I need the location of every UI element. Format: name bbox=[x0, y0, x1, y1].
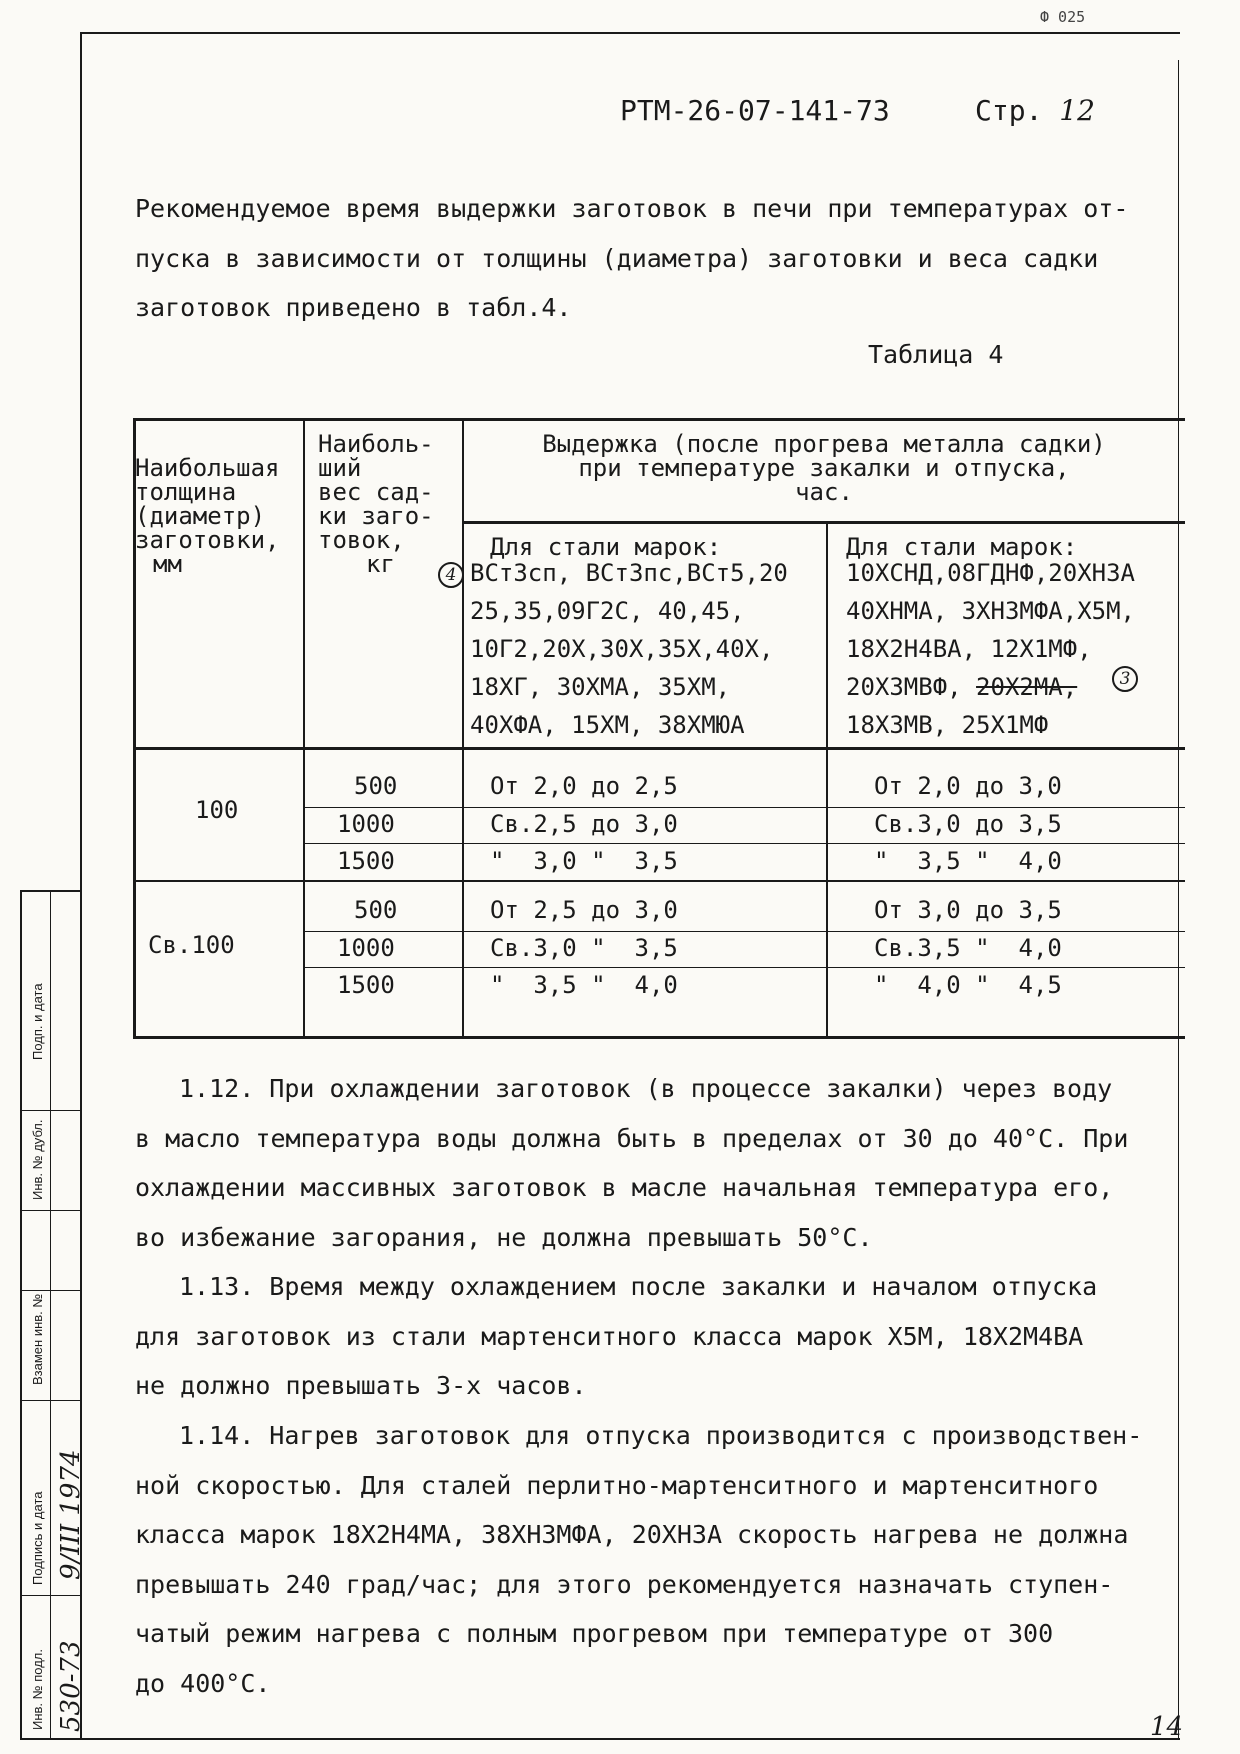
steel-grade-line: 18Х3МВ, 25Х1МФ bbox=[846, 711, 1049, 739]
header-holding-line: Выдержка (после прогрева металла садки) bbox=[542, 432, 1106, 458]
weight-cell: 500 bbox=[354, 773, 398, 800]
steel-grade-line: 10ХСНД,08ГДНФ,20ХН3А bbox=[846, 559, 1135, 587]
steel-grade-line: 10Г2,20Х,30Х,35Х,40Х, bbox=[470, 635, 774, 663]
header-thickness-line: заготовки, bbox=[135, 526, 280, 554]
stamp-divider bbox=[20, 1595, 80, 1596]
label-signature-date: Подпись и дата bbox=[30, 1491, 45, 1585]
document-code: РТМ-26-07-141-73 bbox=[620, 94, 890, 127]
table-header-bottom bbox=[133, 747, 1185, 750]
header-weight-line: товок, bbox=[318, 526, 405, 554]
header-thickness-line: (диаметр) bbox=[135, 502, 266, 530]
steel-grade-line: 18Х2Н4ВА, 12Х1МФ, bbox=[846, 635, 1092, 663]
section-1-12 bbox=[135, 1064, 1128, 1262]
time-cell: От 2,5 до 3,0 bbox=[490, 897, 678, 924]
section-1-14 bbox=[135, 1411, 1142, 1708]
section-line: 1.12. При охлаждении заготовок (в процессе закалки) через воду bbox=[179, 1074, 1113, 1103]
label-replace-inv: Взамен инв. № bbox=[30, 1293, 45, 1385]
weight-cell: 1500 bbox=[337, 972, 395, 999]
thickness-cell: Св.100 bbox=[148, 932, 235, 959]
section-line: ной скоростью. Для сталей перлитно-мартенситного и мартенситного bbox=[135, 1470, 1099, 1500]
section-line: в масло температура воды должна быть в пределах от 30 до 40°С. При bbox=[135, 1123, 1129, 1153]
time-cell: " 3,5 " 4,0 bbox=[874, 848, 1062, 875]
intro-line: Рекомендуемое время выдержки заготовок в печи при температурах от- bbox=[135, 194, 1129, 223]
section-line: класса марок 18Х2Н4МА, 38ХН3МФА, 20ХН3А скорость нагрева не должна bbox=[135, 1520, 1129, 1549]
table-group-line bbox=[133, 880, 1185, 882]
stamp-middle-line bbox=[50, 890, 51, 1740]
steel-grade-line: 40ХНМА, 3ХН3МФА,Х5М, bbox=[846, 597, 1135, 625]
section-line: не должно превышать 3-х часов. bbox=[135, 1371, 587, 1400]
header-holding-line: час. bbox=[795, 478, 853, 504]
section-1-13 bbox=[135, 1262, 1097, 1411]
top-frame-line bbox=[80, 32, 1180, 34]
header-weight-line: кг bbox=[366, 550, 395, 576]
steel-grade-text: 20Х3МВФ, bbox=[846, 673, 962, 701]
steel-group-a bbox=[470, 554, 824, 744]
table-col-line bbox=[303, 418, 305, 1038]
form-code: Ф 025 bbox=[1040, 8, 1086, 26]
marker-4: 4 bbox=[438, 562, 464, 588]
section-line: 1.13. Время между охлаждением после закалки и началом отпуска bbox=[179, 1272, 1098, 1301]
section-line: 1.14. Нагрев заготовок для отпуска производится с производствен- bbox=[179, 1421, 1143, 1450]
steel-grade-line: 40ХФА, 15ХМ, 38ХМЮА bbox=[470, 711, 745, 739]
table-caption: Таблица 4 bbox=[868, 340, 1004, 369]
time-cell: От 3,0 до 3,5 bbox=[874, 897, 1062, 924]
table-row-line bbox=[305, 807, 1185, 808]
handwritten-inv-number: 530-73 bbox=[56, 1640, 86, 1732]
table-bottom-border bbox=[133, 1036, 1185, 1039]
struck-steel-grade: 20Х2МА, bbox=[976, 673, 1078, 701]
time-cell: Св.3,5 " 4,0 bbox=[874, 935, 1062, 962]
time-cell: От 2,0 до 3,0 bbox=[874, 773, 1062, 800]
table-subheader-line bbox=[463, 521, 1185, 524]
section-line: чатый режим нагрева с полным прогревом при температуре от 300 bbox=[135, 1619, 1054, 1648]
time-cell: Св.2,5 до 3,0 bbox=[490, 811, 678, 838]
header-thickness bbox=[135, 456, 301, 576]
steel-group-a-title-text: Для стали марок: bbox=[490, 535, 722, 559]
steel-grade-line: ВСт3сп, ВСт3пс,ВСт5,20 bbox=[470, 559, 788, 587]
section-line: превышать 240 град/час; для этого рекомендуется назначать ступен- bbox=[135, 1569, 1114, 1599]
table-row-line bbox=[305, 843, 1185, 844]
stamp-divider bbox=[20, 1110, 80, 1111]
header-weight-line: вес сад- bbox=[318, 478, 434, 506]
section-line: до 400°С. bbox=[135, 1668, 271, 1698]
time-cell: Св.3,0 " 3,5 bbox=[490, 935, 678, 962]
table-row-line bbox=[305, 931, 1185, 932]
table-top-border bbox=[133, 418, 1185, 421]
header-weight-line: ший bbox=[318, 454, 362, 482]
thickness-cell: 100 bbox=[195, 797, 239, 824]
time-cell: " 3,5 " 4,0 bbox=[490, 972, 678, 999]
page-label-text: Стр. bbox=[975, 94, 1043, 127]
intro-line: пуска в зависимости от толщины (диаметра) заготовки и веса садки bbox=[135, 243, 1099, 273]
page-label bbox=[975, 94, 1095, 127]
table-col-line bbox=[826, 521, 828, 1038]
bottom-frame-line bbox=[20, 1738, 1180, 1740]
intro-line: заготовок приведено в табл.4. bbox=[135, 293, 572, 322]
label-inv-number: Инв. № подл. bbox=[30, 1649, 45, 1730]
time-cell: Св.3,0 до 3,5 bbox=[874, 811, 1062, 838]
weight-cell: 500 bbox=[354, 897, 398, 924]
steel-grade-line: 18ХГ, 30ХМА, 35ХМ, bbox=[470, 673, 731, 701]
label-sign-date-2: Подп. и дата bbox=[30, 983, 45, 1060]
stamp-divider bbox=[20, 1210, 80, 1211]
weight-cell: 1000 bbox=[337, 811, 395, 838]
header-thickness-line: толщина bbox=[135, 478, 237, 506]
header-thickness-line: мм bbox=[153, 550, 182, 576]
time-cell: " 4,0 " 4,5 bbox=[874, 972, 1062, 999]
time-cell: " 3,0 " 3,5 bbox=[490, 848, 678, 875]
table-row-line bbox=[305, 967, 1185, 968]
section-line: во избежание загорания, не должна превышать 50°С. bbox=[135, 1222, 873, 1252]
header-holding-line: при температуре закалки и отпуска, bbox=[578, 454, 1070, 482]
steel-group-b-title-text: Для стали марок: bbox=[846, 535, 1078, 559]
header-weight bbox=[318, 432, 462, 576]
weight-cell: 1500 bbox=[337, 848, 395, 875]
sheet-number: 14 bbox=[1150, 1712, 1184, 1742]
stamp-divider bbox=[20, 1290, 80, 1291]
header-thickness-line: Наибольшая bbox=[135, 456, 280, 482]
right-frame-line bbox=[1178, 60, 1179, 1740]
stamp-top-line bbox=[20, 890, 80, 892]
section-line: для заготовок из стали мартенситного класса марок Х5М, 18Х2М4ВА bbox=[135, 1321, 1084, 1351]
marker-3: 3 bbox=[1112, 666, 1138, 692]
section-line: охлаждении массивных заготовок в масле начальная температура его, bbox=[135, 1173, 1114, 1202]
header-weight-line: Наиболь- bbox=[318, 432, 434, 458]
handwritten-signature-date: 9/III 1974 bbox=[56, 1449, 86, 1580]
steel-group-b bbox=[846, 554, 1182, 744]
time-cell: От 2,0 до 2,5 bbox=[490, 773, 678, 800]
label-dup-inv: Инв. № дубл. bbox=[30, 1119, 45, 1200]
header-holding-time bbox=[466, 432, 1182, 504]
stamp-inner-line bbox=[20, 890, 22, 1740]
weight-cell: 1000 bbox=[337, 935, 395, 962]
table-col-line bbox=[462, 418, 464, 1038]
intro-paragraph bbox=[135, 184, 1128, 333]
steel-grade-line: 25,35,09Г2С, 40,45, bbox=[470, 597, 745, 625]
stamp-divider bbox=[20, 1400, 80, 1401]
header-weight-line: ки заго- bbox=[318, 502, 434, 530]
page-number: 12 bbox=[1059, 94, 1095, 127]
